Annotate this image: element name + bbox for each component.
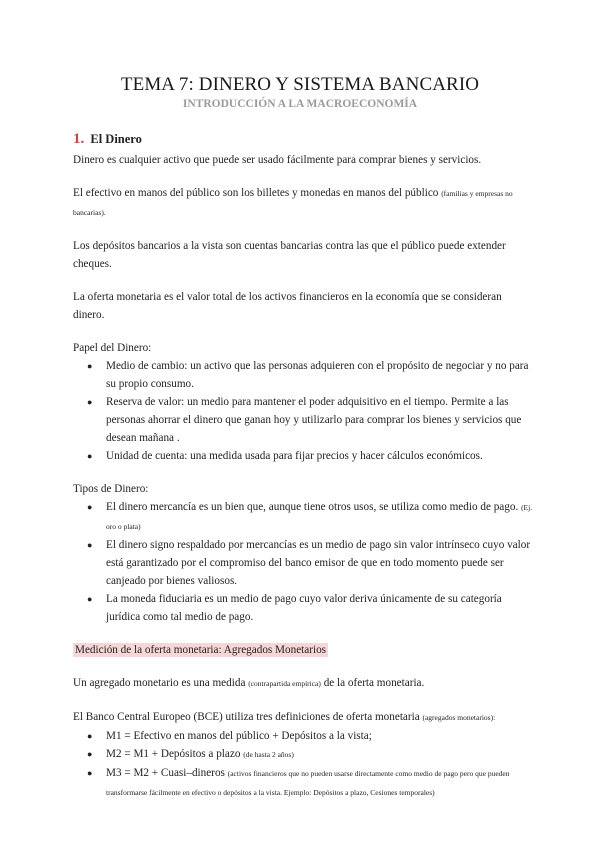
- list-item: ● M2 = M1 + Depósitos a plazo (de hasta 2 años): [73, 745, 533, 764]
- bullet-icon: ●: [87, 361, 93, 371]
- paragraph-dinero: Dinero es cualquier activo que puede ser usado fácilmente para comprar bienes y servicios.: [73, 154, 482, 166]
- papel-label: Papel del Dinero:: [73, 342, 152, 354]
- page-subtitle: INTRODUCCIÓN A LA MACROECONOMÍA: [182, 98, 418, 110]
- paragraph-efectivo: El efectivo en manos del público son los billetes y monedas en manos del público (familias y empresas no bancarias).: [73, 187, 513, 217]
- list-item: ● M1 = Efectivo en manos del público + Depósitos a la vista;: [73, 727, 533, 745]
- note: (Ej. oro o plata): [106, 503, 533, 531]
- section-number: 1.: [73, 131, 85, 147]
- note: (de hasta 2 años): [243, 750, 294, 759]
- agregados-list: [73, 727, 533, 802]
- list-item: ● M3 = M2 + Cuasi–dineros (activos financieros que no pueden usarse directamente como medio de pago pero que pueden transformarse fácilmente en efectivo o depósitos a la vista. Ejemplo: Depósitos a plazo, Cesiones temporales): [73, 764, 533, 802]
- paragraph-depositos: Los depósitos bancarios a la vista son cuentas bancarias contra las que el público puede extender cheques.: [73, 240, 506, 270]
- list-item: ● El dinero signo respaldado por mercancías es un medio de pago sin valor intrínseco cuyo valor está garantizado por el compromiso del banco emisor de que en todo momento puede ser canjeado por bienes valiosos.: [73, 536, 533, 590]
- paragraph-bce: El Banco Central Europeo (BCE) utiliza tres definiciones de oferta monetaria (agregados monetarios):: [73, 711, 496, 723]
- subsection-heading: [73, 641, 533, 659]
- note: (agregados monetarios):: [422, 713, 496, 722]
- highlighted-heading: Medición de la oferta monetaria: Agregados Monetarios: [75, 644, 327, 656]
- tipos-list: [73, 498, 533, 626]
- note: (activos financieros que no pueden usarse directamente como medio de pago pero que pueden transformarse fácilmente en efectivo o depósitos a la vista. Ejemplo: Depósitos a plazo, Cesiones temporales): [106, 769, 510, 797]
- bullet-icon: ●: [87, 594, 93, 604]
- bullet-icon: ●: [87, 397, 93, 407]
- list-item: ● La moneda fiduciaria es un medio de pago cuyo valor deriva únicamente de su categoría jurídica como tal medio de pago.: [73, 590, 533, 626]
- note: (contrapartida empírica): [248, 679, 321, 688]
- list-item: ● El dinero mercancía es un bien que, aunque tiene otros usos, se utiliza como medio de pago. (Ej. oro o plata): [73, 498, 533, 536]
- list-item: ● Reserva de valor: un medio para mantener el poder adquisitivo en el tiempo. Permite a las personas ahorrar el dinero que ganan hoy y utilizarlo para comprar los bienes y servicios que desean mañana .: [73, 393, 533, 447]
- paragraph-oferta: La oferta monetaria es el valor total de los activos financieros en la economía que se consideran dinero.: [73, 291, 502, 321]
- bullet-icon: ●: [87, 540, 93, 550]
- bullet-icon: ●: [87, 451, 93, 461]
- section-heading: [73, 128, 533, 150]
- papel-list: [73, 357, 533, 465]
- list-item: ● Medio de cambio: un activo que las personas adquieren con el propósito de negociar y no para su propio consumo.: [73, 357, 533, 393]
- paragraph-efectivo-note: (familias y empresas no bancarias).: [73, 189, 513, 217]
- bullet-icon: ●: [87, 731, 93, 741]
- tipos-label: Tipos de Dinero:: [73, 483, 149, 495]
- document-body: [73, 128, 533, 802]
- paragraph-agregado: Un agregado monetario es una medida (contrapartida empírica) de la oferta monetaria.: [73, 677, 425, 689]
- section-title: El Dinero: [90, 132, 142, 146]
- bullet-icon: ●: [87, 749, 93, 759]
- list-item: ● Unidad de cuenta: una medida usada para fijar precios y hacer cálculos económicos.: [73, 447, 533, 465]
- page-title: TEMA 7: DINERO Y SISTEMA BANCARIO: [120, 74, 480, 95]
- bullet-icon: ●: [87, 502, 93, 512]
- bullet-icon: ●: [87, 768, 93, 778]
